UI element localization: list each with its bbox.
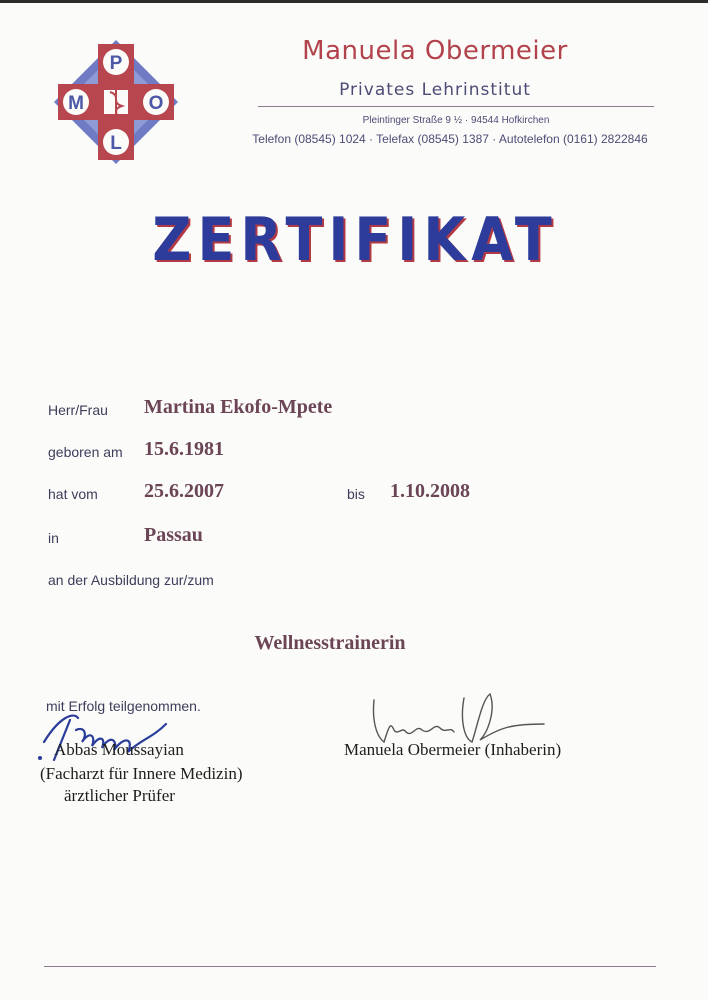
institute-subtitle: Privates Lehrinstitut — [339, 80, 531, 100]
name-value: Martina Ekofo-Mpete — [144, 396, 333, 418]
logo-letter-m: M — [68, 93, 84, 114]
scan-top-edge — [0, 0, 708, 3]
logo-letter-l: L — [110, 133, 122, 154]
completion-statement: mit Erfolg teilgenommen. — [46, 698, 201, 714]
place-value: Passau — [144, 524, 203, 546]
header-divider — [258, 106, 654, 107]
institute-contact: Telefon (08545) 1024 · Telefax (08545) 1387 · Autotelefon (0161) 2822846 — [252, 132, 648, 146]
course-intro: an der Ausbildung zur/zum — [48, 572, 214, 588]
birth-value: 15.6.1981 — [144, 438, 224, 460]
to-label: bis — [347, 486, 365, 502]
logo-letter-o: O — [148, 93, 164, 114]
examiner-specialty: (Facharzt für Innere Medizin) — [40, 764, 243, 783]
course-name: Wellnesstrainerin — [254, 632, 406, 654]
birth-label: geboren am — [48, 444, 123, 460]
institute-name: Manuela Obermeier — [302, 36, 568, 66]
examiner-role: ärztlicher Prüfer — [64, 786, 175, 805]
institute-logo — [50, 36, 182, 168]
owner-name: Manuela Obermeier (Inhaberin) — [344, 740, 562, 759]
institute-address: Pleintinger Straße 9 ½ · 94544 Hofkirchen — [362, 115, 550, 126]
from-value: 25.6.2007 — [144, 480, 224, 502]
from-label: hat vom — [48, 486, 98, 502]
examiner-name: Abbas Moussayian — [54, 740, 184, 759]
logo-letter-p: P — [109, 53, 123, 74]
name-label: Herr/Frau — [48, 402, 108, 418]
to-value: 1.10.2008 — [390, 480, 470, 502]
place-label: in — [48, 530, 59, 546]
certificate-title: ZERTIFIKAT — [152, 204, 558, 275]
footer-divider — [44, 966, 656, 967]
